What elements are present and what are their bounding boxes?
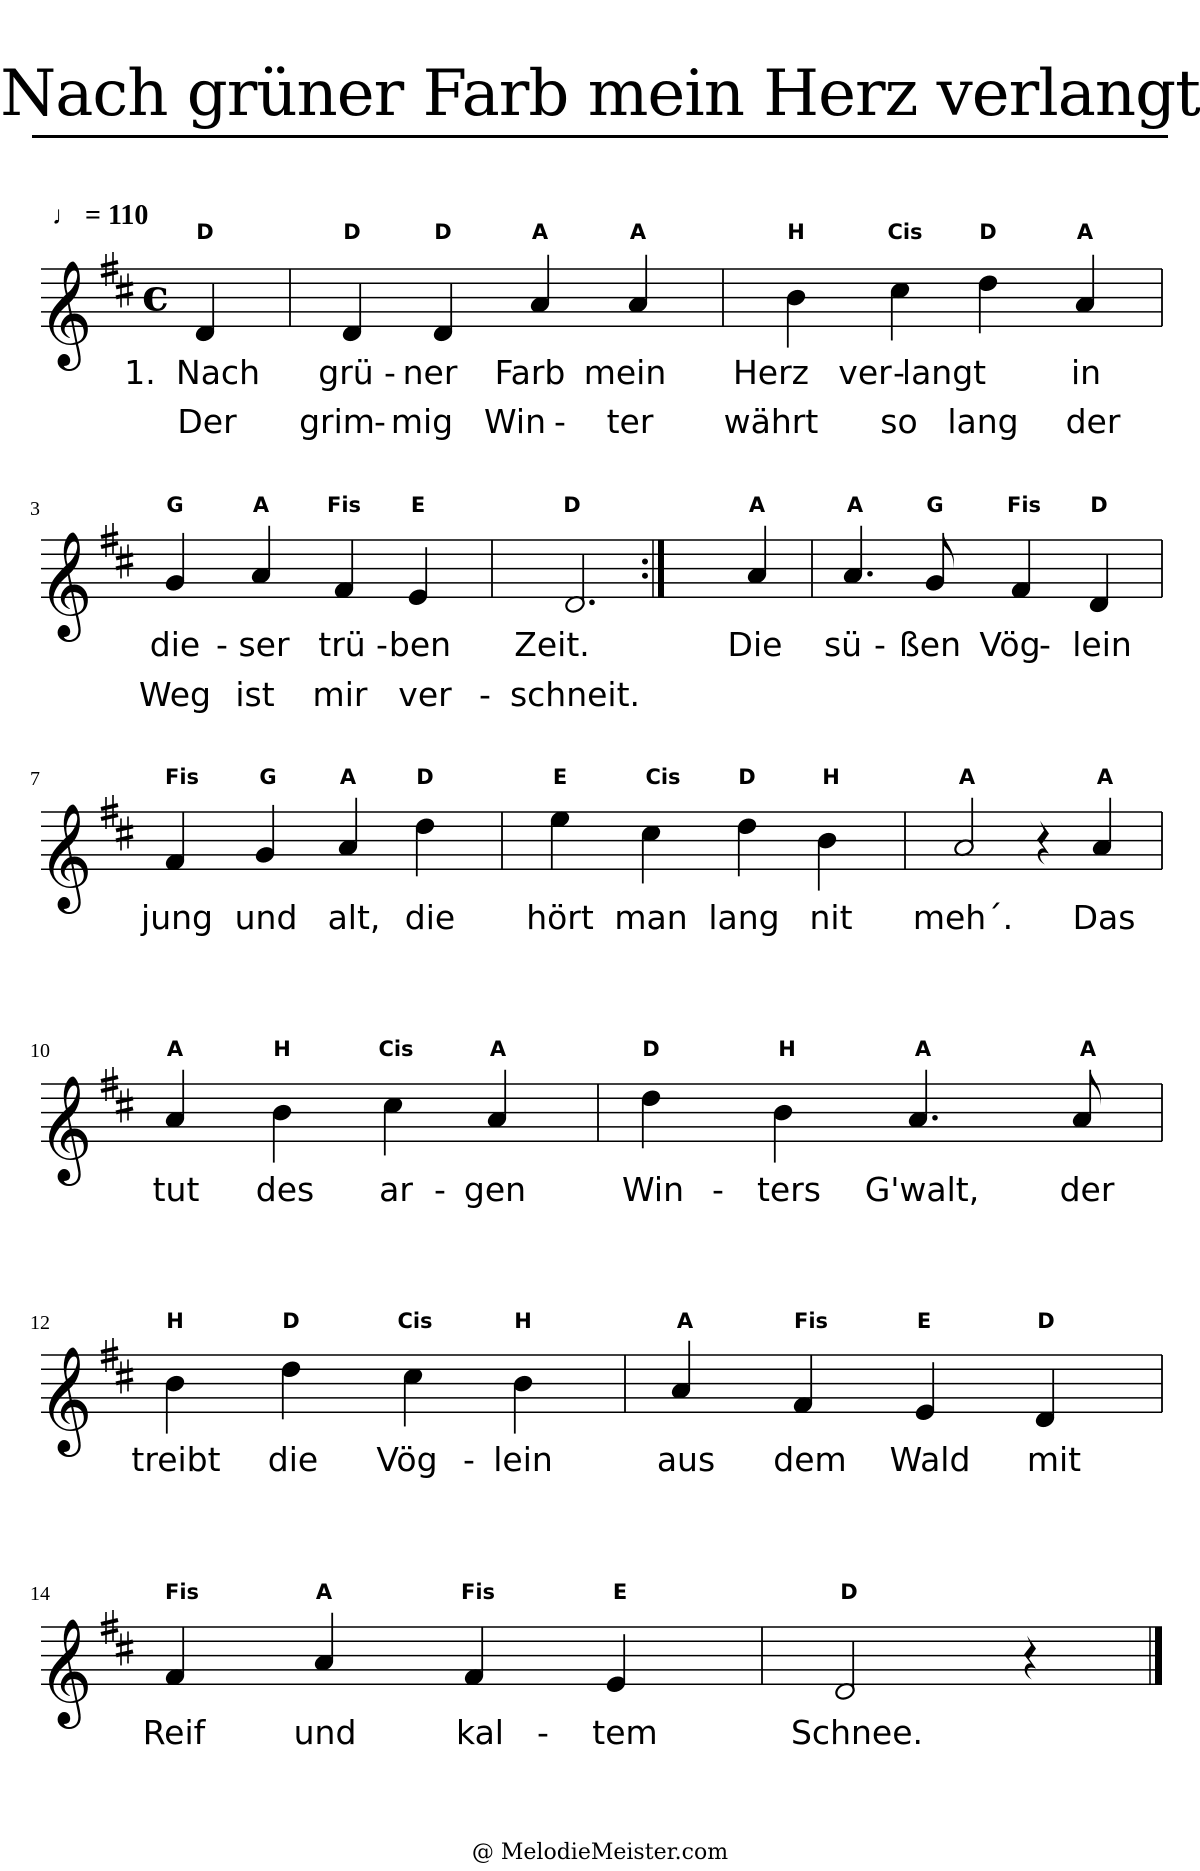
lyric-syllable: Win: [484, 402, 546, 441]
chord-symbol: Cis: [887, 220, 923, 244]
lyric-syllable: Vög: [979, 625, 1041, 664]
lyric-hyphen: -: [374, 402, 386, 441]
chord-symbol: A: [1079, 1037, 1097, 1061]
lyric-syllable: Herz: [732, 353, 810, 392]
lyric-hyphen: -: [893, 353, 905, 392]
quarter-note-icon: [1010, 540, 1032, 600]
sharp-icon: [116, 816, 133, 850]
chord-symbol: G: [926, 493, 944, 517]
lyric-syllable: aus: [656, 1440, 716, 1479]
lyric-syllable: Das: [1072, 898, 1136, 937]
chord-symbol: A: [315, 1580, 333, 1604]
chord-symbol: A: [531, 220, 549, 244]
chord-symbol: A: [748, 493, 766, 517]
lyric-hyphen: -: [712, 1170, 724, 1209]
lyric-syllable: in: [1070, 353, 1102, 392]
quarter-note-icon: [407, 547, 429, 607]
lyric-syllable: lein: [493, 1440, 553, 1479]
lyric-syllable: und: [293, 1713, 357, 1752]
lyric-syllable: gen: [463, 1170, 527, 1209]
quarter-note-icon: [746, 526, 768, 586]
eighth-note-icon: [924, 533, 954, 593]
lyric-syllable: lang: [947, 402, 1019, 441]
chord-symbol: E: [410, 493, 426, 517]
lyric-hyphen: -: [537, 1713, 549, 1752]
song-title: Nach grüner Farb mein Herz verlangt: [0, 57, 1200, 131]
lyric-syllable: des: [255, 1170, 315, 1209]
lyric-syllable: 1.: [124, 353, 156, 392]
lyric-hyphen: -: [479, 675, 491, 714]
lyric-syllable: ser: [238, 625, 290, 664]
quarter-note-icon: [529, 255, 551, 315]
quarter-note-icon: [792, 1355, 814, 1415]
measure-number: 3: [30, 498, 40, 520]
measure-number: 7: [30, 768, 40, 790]
quarter-note-icon: [341, 283, 363, 343]
chord-symbol: Cis: [397, 1309, 433, 1333]
chord-symbol: D: [416, 765, 434, 789]
quarter-note-icon: [333, 540, 355, 600]
quarter-note-icon: ♩: [52, 201, 78, 230]
lyric-syllable: lein: [1072, 625, 1132, 664]
quarter-rest-icon: [1037, 821, 1049, 865]
dotted-quarter-note-icon: [842, 526, 873, 586]
lyric-hyphen: -: [434, 1170, 446, 1209]
title-underline: [32, 135, 1168, 138]
chord-symbol: H: [166, 1309, 184, 1333]
quarter-note-icon: [164, 1627, 186, 1687]
treble-clef-icon: 𝄞: [38, 1345, 93, 1453]
lyric-syllable: schneit.: [509, 675, 641, 714]
staff: [0, 1567, 1200, 1727]
lyric-syllable: tut: [152, 1170, 200, 1209]
chord-symbol: Fis: [793, 1309, 829, 1333]
quarter-note-icon: [640, 823, 662, 883]
lyric-syllable: Die: [727, 625, 783, 664]
lyric-syllable: Weg: [139, 675, 211, 714]
lyric-syllable: ner: [402, 353, 458, 392]
lyric-syllable: ver: [398, 675, 452, 714]
quarter-note-icon: [402, 1366, 424, 1426]
quarter-note-icon: [432, 283, 454, 343]
chord-symbol: Fis: [326, 493, 362, 517]
chord-symbol: E: [552, 765, 568, 789]
lyric-syllable: tem: [592, 1713, 658, 1752]
chord-symbol: Cis: [645, 765, 681, 789]
chord-symbol: D: [1090, 493, 1108, 517]
chord-symbol: A: [166, 1037, 184, 1061]
staff: [0, 209, 1200, 369]
staff: [0, 480, 1200, 640]
chord-symbol: A: [958, 765, 976, 789]
lyric-syllable: trü: [318, 625, 366, 664]
quarter-note-icon: [605, 1634, 627, 1694]
staff: [0, 1295, 1200, 1455]
lyric-syllable: ßen: [898, 625, 962, 664]
quarter-note-icon: [1074, 255, 1096, 315]
chord-symbol: Fis: [164, 1580, 200, 1604]
measure-number: 10: [30, 1040, 50, 1062]
lyric-syllable: währt: [723, 402, 819, 441]
quarter-note-icon: [337, 798, 359, 858]
quarter-note-icon: [280, 1359, 302, 1419]
lyric-hyphen: -: [216, 625, 228, 664]
lyric-syllable: dem: [773, 1440, 847, 1479]
quarter-note-icon: [640, 1088, 662, 1148]
sharp-icon: [116, 1088, 133, 1122]
lyric-hyphen: -: [463, 1440, 475, 1479]
treble-clef-icon: 𝄞: [38, 259, 93, 367]
chord-symbol: G: [259, 765, 277, 789]
lyric-syllable: mir: [312, 675, 368, 714]
chord-symbol: Fis: [1006, 493, 1042, 517]
sharp-icon: [116, 1359, 133, 1393]
lyric-syllable: langt: [901, 353, 987, 392]
chord-symbol: D: [282, 1309, 300, 1333]
chord-symbol: H: [273, 1037, 291, 1061]
chord-symbol: A: [914, 1037, 932, 1061]
chord-symbol: D: [642, 1037, 660, 1061]
lyric-syllable: jung: [141, 898, 213, 937]
lyric-hyphen: -: [1039, 625, 1051, 664]
lyric-syllable: nit: [809, 898, 853, 937]
lyric-syllable: Zeit.: [514, 625, 590, 664]
lyric-syllable: Win: [622, 1170, 684, 1209]
lyric-syllable: der: [1065, 402, 1121, 441]
lyric-syllable: mit: [1026, 1440, 1082, 1479]
lyric-hyphen: -: [874, 625, 886, 664]
quarter-note-icon: [816, 831, 838, 891]
lyric-syllable: meh´.: [912, 898, 1014, 937]
chord-symbol: A: [252, 493, 270, 517]
quarter-note-icon: [463, 1627, 485, 1687]
measure-number: 12: [30, 1312, 50, 1334]
eighth-note-icon: [1071, 1070, 1101, 1130]
quarter-note-icon: [670, 1341, 692, 1401]
chord-symbol: A: [676, 1309, 694, 1333]
lyric-syllable: Nach: [176, 353, 260, 392]
chord-symbol: H: [778, 1037, 796, 1061]
lyric-syllable: Wald: [889, 1440, 971, 1479]
quarter-note-icon: [486, 1070, 508, 1130]
lyric-hyphen: -: [554, 402, 566, 441]
lyric-syllable: man: [614, 898, 688, 937]
quarter-note-icon: [889, 280, 911, 340]
chord-symbol: D: [840, 1580, 858, 1604]
chord-symbol: D: [434, 220, 452, 244]
quarter-note-icon: [914, 1362, 936, 1422]
quarter-note-icon: [1091, 798, 1113, 858]
lyric-syllable: ter: [606, 402, 654, 441]
sharp-icon: [116, 1631, 133, 1665]
chord-symbol: E: [916, 1309, 932, 1333]
quarter-note-icon: [512, 1374, 534, 1434]
treble-clef-icon: 𝄞: [38, 530, 93, 638]
quarter-note-icon: [772, 1103, 794, 1163]
quarter-note-icon: [254, 805, 276, 865]
staff: [0, 1024, 1200, 1184]
quarter-note-icon: [164, 533, 186, 593]
quarter-note-icon: [164, 1374, 186, 1434]
lyric-syllable: Schnee.: [790, 1713, 924, 1752]
quarter-note-icon: [785, 288, 807, 348]
dotted-half-note-icon: [564, 554, 595, 614]
staff: [0, 752, 1200, 912]
lyric-syllable: die: [149, 625, 201, 664]
quarter-note-icon: [313, 1613, 335, 1673]
chord-symbol: A: [339, 765, 357, 789]
chord-symbol: H: [514, 1309, 532, 1333]
tempo-value: = 110: [85, 200, 149, 231]
chord-symbol: H: [822, 765, 840, 789]
quarter-rest-icon: [1024, 1636, 1036, 1680]
half-note-icon: [953, 798, 975, 858]
quarter-note-icon: [194, 283, 216, 343]
lyric-syllable: Vög: [376, 1440, 438, 1479]
chord-symbol: A: [846, 493, 864, 517]
chord-symbol: A: [629, 220, 647, 244]
lyric-syllable: und: [234, 898, 298, 937]
quarter-note-icon: [736, 816, 758, 876]
chord-symbol: A: [1096, 765, 1114, 789]
lyric-hyphen: -: [384, 353, 396, 392]
treble-clef-icon: 𝄞: [38, 1074, 93, 1182]
lyric-syllable: die: [267, 1440, 319, 1479]
chord-symbol: Fis: [164, 765, 200, 789]
chord-symbol: D: [738, 765, 756, 789]
quarter-note-icon: [271, 1103, 293, 1163]
lyric-syllable: grü: [318, 353, 374, 392]
lyric-syllable: hört: [526, 898, 594, 937]
lyric-syllable: die: [404, 898, 456, 937]
copyright-footer: @ MelodieMeister.com: [471, 1840, 729, 1865]
lyric-syllable: Der: [177, 402, 237, 441]
lyric-syllable: alt,: [327, 898, 381, 937]
quarter-note-icon: [414, 816, 436, 876]
lyric-syllable: sü: [823, 625, 863, 664]
measure-number: 14: [30, 1583, 50, 1605]
half-note-icon: [834, 1641, 856, 1701]
lyric-syllable: grim: [299, 402, 375, 441]
sharp-icon: [116, 273, 133, 307]
quarter-note-icon: [1034, 1369, 1056, 1429]
dotted-quarter-note-icon: [907, 1070, 938, 1130]
lyric-syllable: Farb: [494, 353, 566, 392]
chord-symbol: Cis: [378, 1037, 414, 1061]
lyric-hyphen: -: [376, 625, 388, 664]
quarter-note-icon: [549, 809, 571, 869]
quarter-note-icon: [977, 273, 999, 333]
lyric-syllable: ben: [388, 625, 452, 664]
lyric-syllable: G'walt,: [864, 1170, 980, 1209]
treble-clef-icon: 𝄞: [38, 1617, 93, 1725]
sharp-icon: [116, 544, 133, 578]
lyric-syllable: ters: [756, 1170, 822, 1209]
lyric-syllable: ver: [838, 353, 892, 392]
chord-symbol: H: [787, 220, 805, 244]
lyric-syllable: Reif: [142, 1713, 206, 1752]
lyric-syllable: treibt: [131, 1440, 221, 1479]
quarter-note-icon: [164, 1070, 186, 1130]
chord-symbol: Fis: [460, 1580, 496, 1604]
chord-symbol: A: [489, 1037, 507, 1061]
chord-symbol: D: [343, 220, 361, 244]
chord-symbol: D: [563, 493, 581, 517]
quarter-note-icon: [250, 526, 272, 586]
lyric-syllable: mein: [583, 353, 667, 392]
lyric-syllable: ar: [379, 1170, 413, 1209]
chord-symbol: D: [979, 220, 997, 244]
lyric-syllable: der: [1059, 1170, 1115, 1209]
chord-symbol: G: [166, 493, 184, 517]
common-time-icon: c: [142, 270, 169, 322]
quarter-note-icon: [1088, 554, 1110, 614]
quarter-note-icon: [164, 812, 186, 872]
chord-symbol: D: [196, 220, 214, 244]
lyric-syllable: lang: [708, 898, 780, 937]
chord-symbol: D: [1037, 1309, 1055, 1333]
lyric-syllable: mig: [390, 402, 454, 441]
lyric-syllable: ist: [235, 675, 275, 714]
lyric-syllable: so: [880, 402, 918, 441]
chord-symbol: E: [612, 1580, 628, 1604]
treble-clef-icon: 𝄞: [38, 802, 93, 910]
quarter-note-icon: [382, 1095, 404, 1155]
chord-symbol: A: [1076, 220, 1094, 244]
lyric-syllable: kal: [456, 1713, 504, 1752]
quarter-note-icon: [627, 255, 649, 315]
